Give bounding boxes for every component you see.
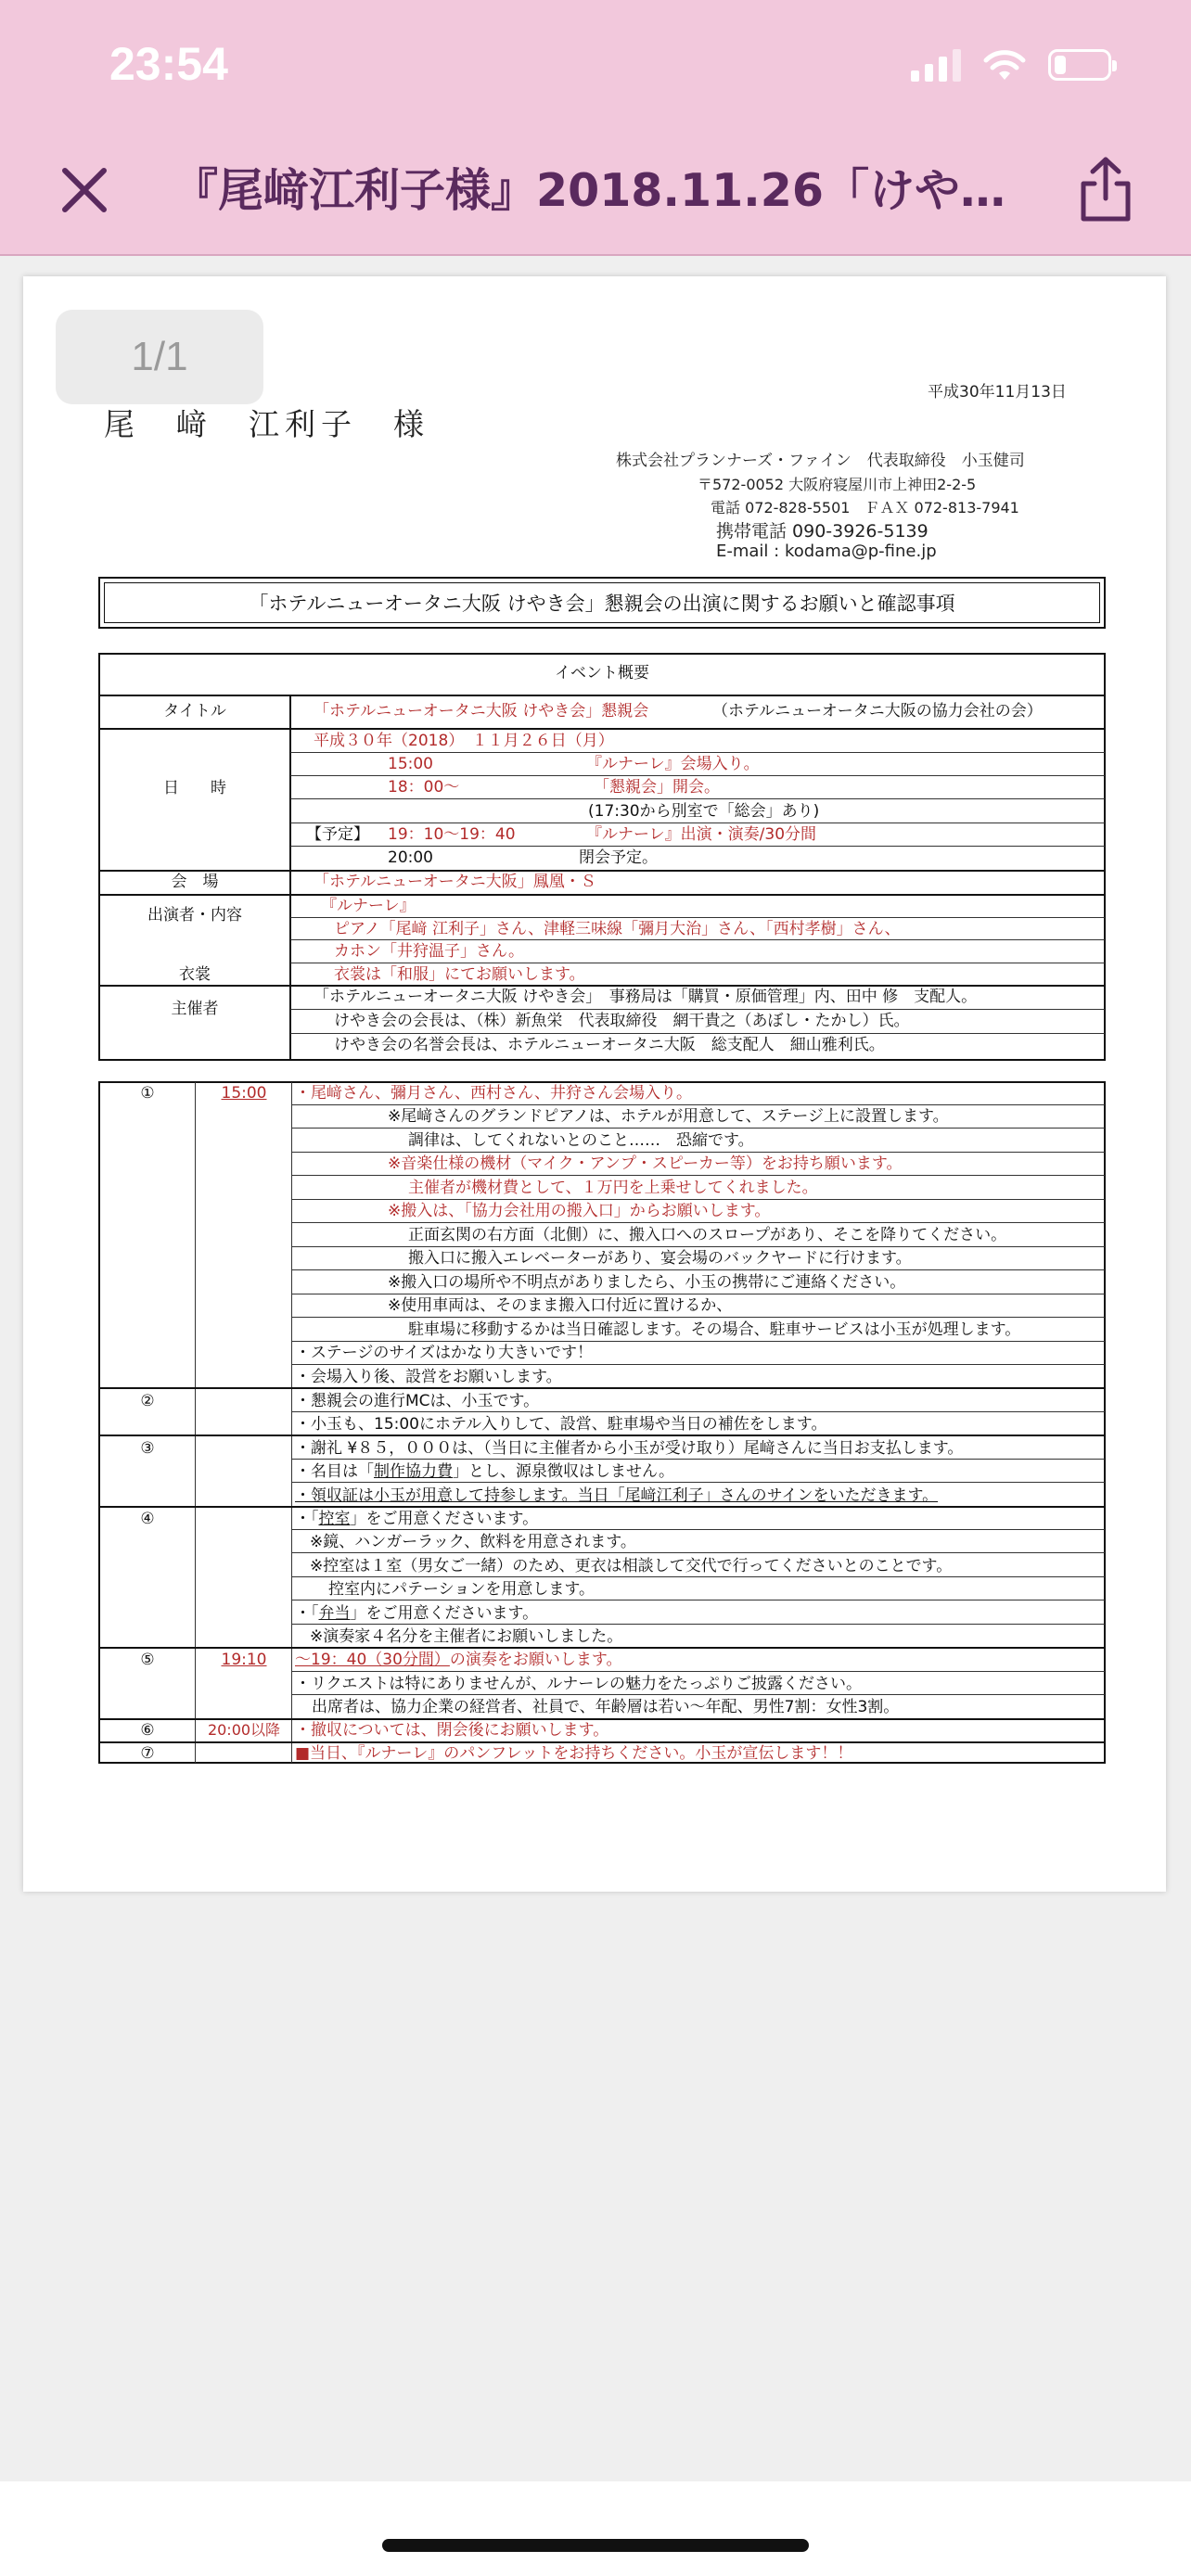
item-number-2: ② <box>140 1392 155 1410</box>
document-title: 『尾﨑江利子様』2018.11.26「けや… <box>173 164 1005 217</box>
status-bar <box>0 0 1191 130</box>
status-time: 23:54 <box>109 38 228 90</box>
doc-title: 「ホテルニューオータニ大阪 けやき会」懇親会の出演に関するお願いと確認事項 <box>104 582 1100 623</box>
host-label: 主催者 <box>171 1000 219 1018</box>
performer-cajon: カホン「井狩温子」さん。 <box>334 942 525 961</box>
dt-line-5-text: 『ルナーレ』出演・演奏/30分間 <box>586 825 817 844</box>
item-1-line-7: 正面玄関の右方面（北側）に、搬入口へのスロープがあり、そこを降りてください。 <box>408 1226 1007 1244</box>
item-number-3: ③ <box>140 1439 155 1458</box>
item-time-1: 15:00 <box>221 1084 267 1103</box>
item-2-line-2: ・小玉も、15:00にホテル入りして、設営、駐車場や当日の補佐をします。 <box>295 1415 827 1434</box>
overview-header: イベント概要 <box>555 664 649 682</box>
battery-icon <box>1048 49 1111 81</box>
wifi-icon <box>981 48 1028 82</box>
item-5-line-3: 出席者は、協力企業の経営者、社員で、年齢層は若い～年配、男性7割：女性3割。 <box>312 1698 900 1716</box>
performer-members: ピアノ「尾﨑 江利子」さん、津軽三味線「彌月大治」さん、「西村孝樹」さん、 <box>334 920 901 938</box>
item-4-line-1: ・「控室」をご用意くださいます。 <box>295 1510 539 1528</box>
dt-line-1: 平成３０年（2018） １１月２６日（月） <box>314 732 614 750</box>
item-5-line-2: ・リクエストは特にありませんが、ルナーレの魅力をたっぷりご披露ください。 <box>295 1675 862 1693</box>
item-7-line-1: ■当日、『ルナーレ』のパンフレットをお持ちください。小玉が宣伝します！！ <box>295 1744 853 1763</box>
dt-line-5-time: 19：10～19：40 <box>388 825 516 844</box>
share-icon[interactable] <box>1072 154 1139 224</box>
title-note: （ホテルニューオータニ大阪の協力会社の会） <box>712 702 1043 721</box>
item-1-line-10: ※使用車両は、そのまま搬入口付近に置けるか、 <box>388 1296 733 1315</box>
dt-line-4: (17:30から別室で「総会」あり) <box>588 802 820 821</box>
item-1-line-13: ・会場入り後、設営をお願いします。 <box>295 1368 562 1386</box>
item-number-5: ⑤ <box>140 1651 155 1669</box>
item-4-line-3: ※控室は１室（男女ご一緒）のため、更衣は相談して交代で行ってくださいとのことです。 <box>310 1557 953 1575</box>
item-number-7: ⑦ <box>140 1744 155 1763</box>
host-line-2: けやき会の会長は、（株）新魚栄 代表取締役 網干貴之（あぼし・たかし）氏。 <box>334 1012 910 1030</box>
doc-title-box <box>98 577 1106 629</box>
sender-address: 〒572-0052 大阪府寝屋川市上神田2-2-5 <box>698 476 977 493</box>
performer-label: 出演者・内容 <box>147 906 242 925</box>
item-number-6: ⑥ <box>140 1721 155 1740</box>
page-indicator: 1/1 <box>56 310 263 404</box>
item-number-4: ④ <box>140 1510 155 1528</box>
performer-group: 『ルナーレ』 <box>321 897 416 915</box>
item-1-line-5: 主催者が機材費として、１万円を上乗せしてくれました。 <box>408 1179 818 1197</box>
signal-icon <box>911 48 961 82</box>
item-number-1: ① <box>140 1084 155 1103</box>
sender-email: E-mail : kodama@p-fine.jp <box>716 542 937 561</box>
item-1-line-2: ※尾﨑さんのグランドピアノは、ホテルが用意して、ステージ上に設置します。 <box>388 1107 949 1126</box>
title-label: タイトル <box>163 702 226 721</box>
item-3-line-3: ・領収証は小玉が用意して持参します。当日「尾﨑江利子」さんのサインをいただきます。 <box>295 1486 939 1505</box>
costume-label: 衣裳 <box>179 965 211 984</box>
title-value: 「ホテルニューオータニ大阪 けやき会」懇親会 <box>314 702 649 721</box>
sender-mobile: 携帯電話 090-3926-5139 <box>716 521 928 542</box>
item-1-line-8: 搬入口に搬入エレベーターがあり、宴会場のバックヤードに行けます。 <box>408 1249 912 1268</box>
venue-label: 会 場 <box>171 873 219 891</box>
home-indicator[interactable] <box>382 2539 809 2552</box>
item-1-line-4: ※音楽仕様の機材（マイク・アンプ・スピーカー等）をお持ち願います。 <box>388 1154 903 1173</box>
dt-line-3-text: 「懇親会」開会。 <box>594 778 720 797</box>
item-1-line-9: ※搬入口の場所や不明点がありましたら、小玉の携帯にご連絡ください。 <box>388 1273 906 1292</box>
status-icons <box>911 46 1111 83</box>
close-icon[interactable] <box>52 158 117 223</box>
dt-line-5-tag: 【予定】 <box>306 825 369 844</box>
venue-value: 「ホテルニューオータニ大阪」鳳凰・Ｓ <box>314 873 596 891</box>
dt-line-3-time: 18：00～ <box>388 778 460 797</box>
item-6-line-1: ・撤収については、閉会後にお願いします。 <box>295 1721 609 1740</box>
item-1-line-6: ※搬入は、「協力会社用の搬入口」からお願いします。 <box>388 1202 771 1220</box>
sender-company: 株式会社プランナーズ・ファイン 代表取締役 小玉健司 <box>616 452 1025 470</box>
item-2-line-1: ・懇親会の進行MCは、小玉です。 <box>295 1392 540 1410</box>
host-line-3: けやき会の名誉会長は、ホテルニューオータニ大阪 総支配人 細山雅利氏。 <box>334 1036 885 1054</box>
dt-line-6-text: 閉会予定。 <box>579 848 658 867</box>
home-indicator-area <box>0 2481 1191 2576</box>
item-5-line-1: ～19：40（30分間）の演奏をお願いします。 <box>295 1651 622 1669</box>
sender-tel: 電話 072-828-5501 ＦＡＸ 072-813-7941 <box>711 499 1019 516</box>
costume-value: 衣裳は「和服」にてお願いします。 <box>334 965 585 984</box>
item-1-line-3: 調律は、してくれないとのこと…… 恐縮です。 <box>408 1131 754 1150</box>
item-4-line-2: ※鏡、ハンガーラック、飲料を用意されます。 <box>310 1533 636 1551</box>
item-1-line-12: ・ステージのサイズはかなり大きいです！ <box>295 1344 593 1362</box>
item-time-6: 20:00以降 <box>207 1721 281 1739</box>
item-time-5: 19:10 <box>221 1651 267 1669</box>
letter-date: 平成30年11月13日 <box>928 383 1067 402</box>
dt-line-6-time: 20:00 <box>388 848 433 867</box>
item-1-line-1: ・尾﨑さん、彌月さん、西村さん、井狩さん会場入り。 <box>295 1084 693 1103</box>
item-4-line-5: ・「弁当」をご用意くださいます。 <box>295 1604 539 1623</box>
item-4-line-4: 控室内にパテーションを用意します。 <box>328 1580 595 1599</box>
datetime-label: 日 時 <box>163 779 226 797</box>
item-3-line-1: ・謝礼 ¥８５，０００は、（当日に主催者から小玉が受け取り）尾﨑さんに当日お支払します。 <box>295 1439 964 1458</box>
host-line-1: 「ホテルニューオータニ大阪 けやき会」 事務局は「購買・原価管理」内、田中 修 支配人。 <box>314 988 978 1006</box>
item-3-line-2: ・名目は「制作協力費」とし、源泉徴収はしません。 <box>295 1462 675 1481</box>
item-4-line-6: ※演奏家４名分を主催者にお願いしました。 <box>310 1627 623 1646</box>
addressee: 尾 﨑 江利子 様 <box>104 406 429 442</box>
dt-line-2-time: 15:00 <box>388 755 433 773</box>
dt-line-2-text: 『ルナーレ』会場入り。 <box>586 755 760 773</box>
item-1-line-11: 駐車場に移動するかは当日確認します。その場合、駐車サービスは小玉が処理します。 <box>408 1320 1021 1339</box>
